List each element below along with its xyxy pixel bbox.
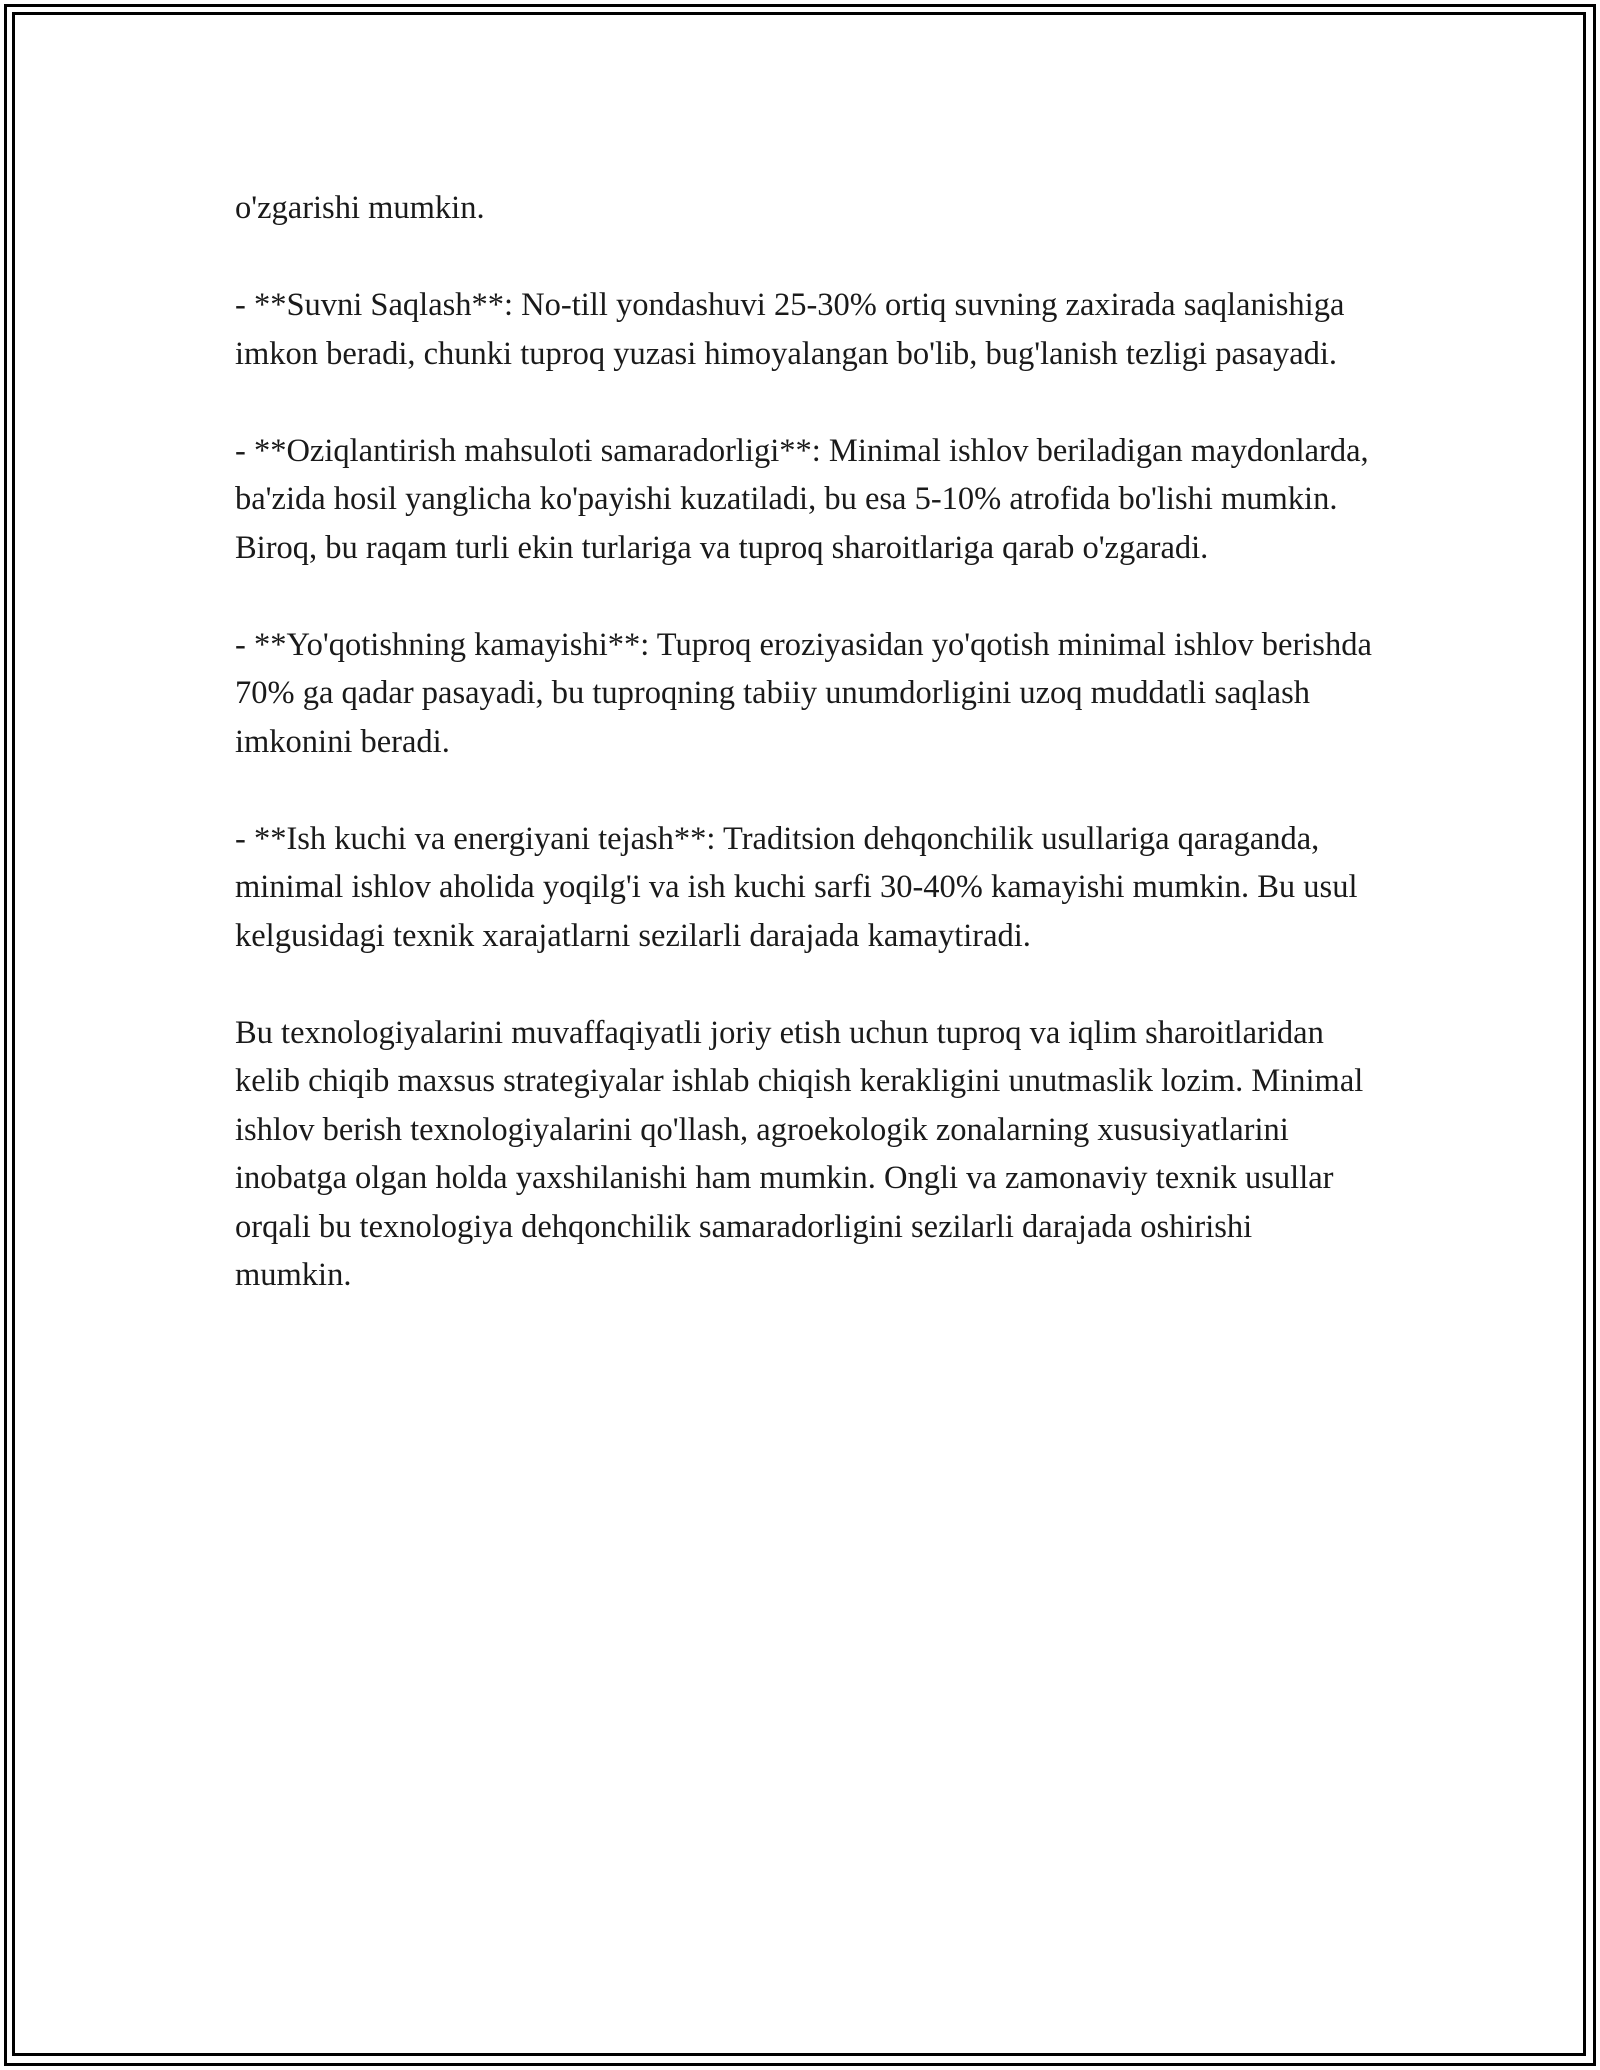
paragraph-nutrition-efficiency: - **Oziqlantirish mahsuloti samaradorligi**: Minimal ishlov beriladigan maydonlarda, ba'zida hosil yanglicha ko'payishi kuzatiladi, bu esa 5-10% atrofida bo'lishi mumkin. Biroq, bu raqam turli ekin turlariga va tuproq sharoitlariga qarab o'zgaradi.: [235, 432, 1369, 566]
paragraph-water-saving: - **Suvni Saqlash**: No-till yondashuvi 25-30% ortiq suvning zaxirada saqlanishiga imkon beradi, chunki tuproq yuzasi himoyalangan bo'lib, bug'lanish tezligi pasayadi.: [235, 287, 1345, 372]
paragraph-conclusion: Bu texnologiyalarini muvaffaqiyatli joriy etish uchun tuproq va iqlim sharoitlaridan kelib chiqib maxsus strategiyalar ishlab chiqish kerakligini unutmaslik lozim. Minimal ishlov berish texnologiyalarini qo'llash, agroekologik zonalarning xususiyatlarini inobatga olgan holda yaxshilanishi ham mumkin. Ongli va zamonaviy texnik usullar orqali bu texnologiya dehqonchilik samaradorligini sezilarli darajada oshirishi mumkin.: [235, 1014, 1364, 1293]
paragraph-labor-energy-saving: - **Ish kuchi va energiyani tejash**: Traditsion dehqonchilik usullariga qaraganda, minimal ishlov aholida yoqilg'i va ish kuchi sarfi 30-40% kamayishi mumkin. Bu usul kelgusidagi texnik xarajatlarni sezilarli darajada kamaytiradi.: [235, 820, 1358, 954]
paragraph-continuation: o'zgarishi mumkin.: [235, 190, 485, 226]
paragraph-loss-reduction: - **Yo'qotishning kamayishi**: Tuproq eroziyasidan yo'qotish minimal ishlov berishda 70% ga qadar pasayadi, bu tuproqning tabiiy unumdorligini uzoq muddatli saqlash imkonini beradi.: [235, 626, 1372, 760]
document-body: [235, 184, 1375, 1300]
